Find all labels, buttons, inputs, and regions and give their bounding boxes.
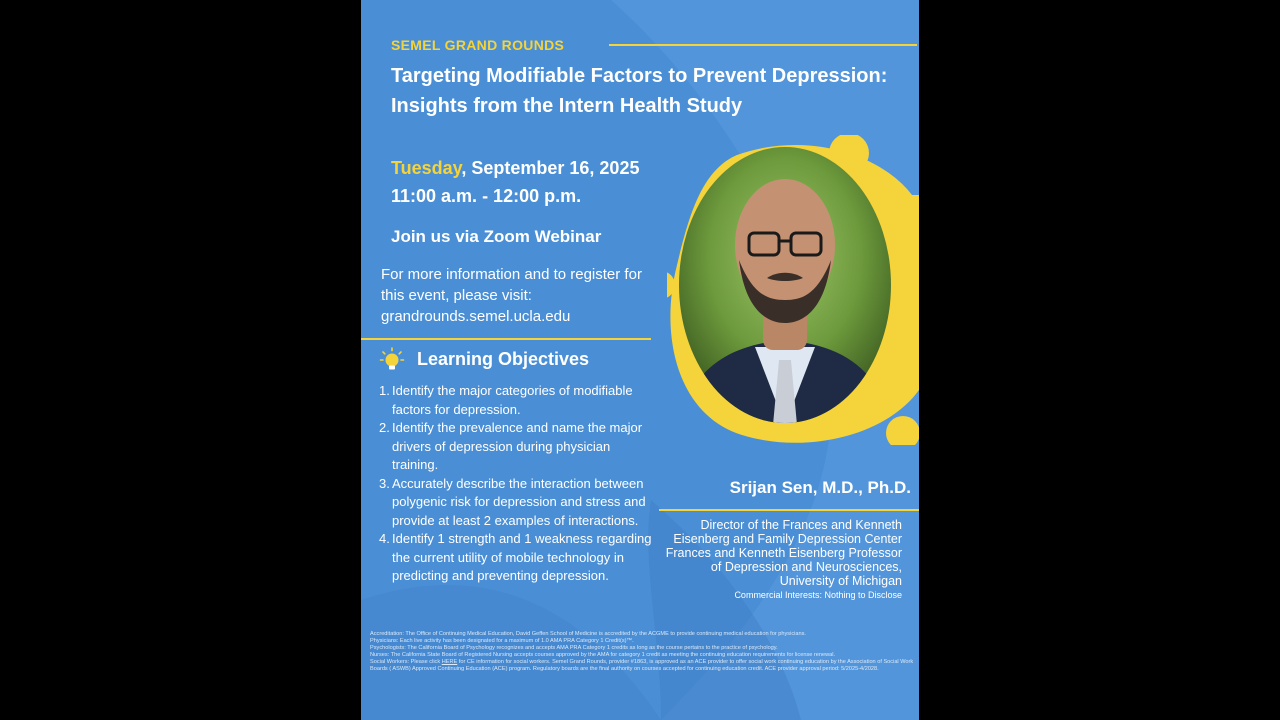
event-date: [391, 158, 639, 179]
event-url[interactable]: grandrounds.semel.ucla.edu: [381, 308, 571, 325]
event-date-rest: , September 16, 2025: [461, 158, 640, 178]
series-divider: [609, 44, 917, 46]
objective-item: 1. Identify the major categories of modifiable factors for depression.: [379, 383, 633, 417]
info-text: For more information and to register for this event, please visit:: [381, 266, 642, 304]
accreditation-fineprint: Accreditation: The Office of Continuing Medical Education, David Geffen School of Medicine is accredited by the ACGME to provide continuing medical education for physicians. Physicians: Each live activity has been designated for a maximum of 1.0 AMA PRA Category 1 Credit(s)™. Psychologists: The California Board of Psychology recognizes and accepts AMA PRA Category 1 credits as long as the course pertains to the practice of psychology. Nurses: The California State Board of Registered Nursing accepts courses approved by the AMA for category 1 credit as meeting the continuing education requirements for license renewal. Social Workers: Please click HERE for CE information for social workers. Semel Grand Rounds, provider #1863, is approved as an ACE provider to offer social work continuing education by the Association of Social Work Boards ( ASWB) Approved Continuing Education (ACE) program. Regulatory boards are the final authority on courses accepted for continuing education credit. ACE provider approval period: 5/2025-4/2028.: [370, 631, 914, 672]
flyer: [361, 0, 919, 720]
speaker-title: Director of the Frances and Kenneth Eisenberg and Family Depression Center Frances and Kenneth Eisenberg Professor of Depression and Neurosciences, University of Michigan: [665, 518, 902, 588]
lightbulb-icon: [379, 347, 405, 373]
objective-item: 3. Accurately describe the interaction between polygenic risk for depression and stress and provide at least 2 examples of interactions.: [379, 475, 646, 528]
event-day: Tuesday: [391, 158, 462, 178]
speaker-photo: [667, 135, 919, 445]
series-label: SEMEL GRAND ROUNDS: [391, 37, 565, 53]
objectives-heading: Learning Objectives: [417, 349, 590, 369]
commercial-interests: Commercial Interests: Nothing to Disclose: [734, 590, 902, 600]
social-workers-link[interactable]: HERE: [441, 658, 458, 665]
objectives-list: [379, 382, 657, 586]
speaker-name: Srijan Sen, M.D., Ph.D.: [729, 478, 911, 497]
objective-item: 2. Identify the prevalence and name the major drivers of depression during physician training.: [379, 420, 643, 472]
objectives-divider: [361, 338, 651, 340]
zoom-notice: Join us via Zoom Webinar: [391, 227, 602, 246]
objective-item: 4. Identify 1 strength and 1 weakness regarding the current utility of mobile technology in predicting and preventing depression.: [379, 531, 652, 583]
speaker-divider: [659, 509, 919, 511]
event-title: Targeting Modifiable Factors to Prevent Depression: Insights from the Intern Health Study: [391, 65, 888, 117]
event-time: 11:00 a.m. - 12:00 p.m.: [391, 186, 582, 206]
info-block: [381, 264, 651, 327]
